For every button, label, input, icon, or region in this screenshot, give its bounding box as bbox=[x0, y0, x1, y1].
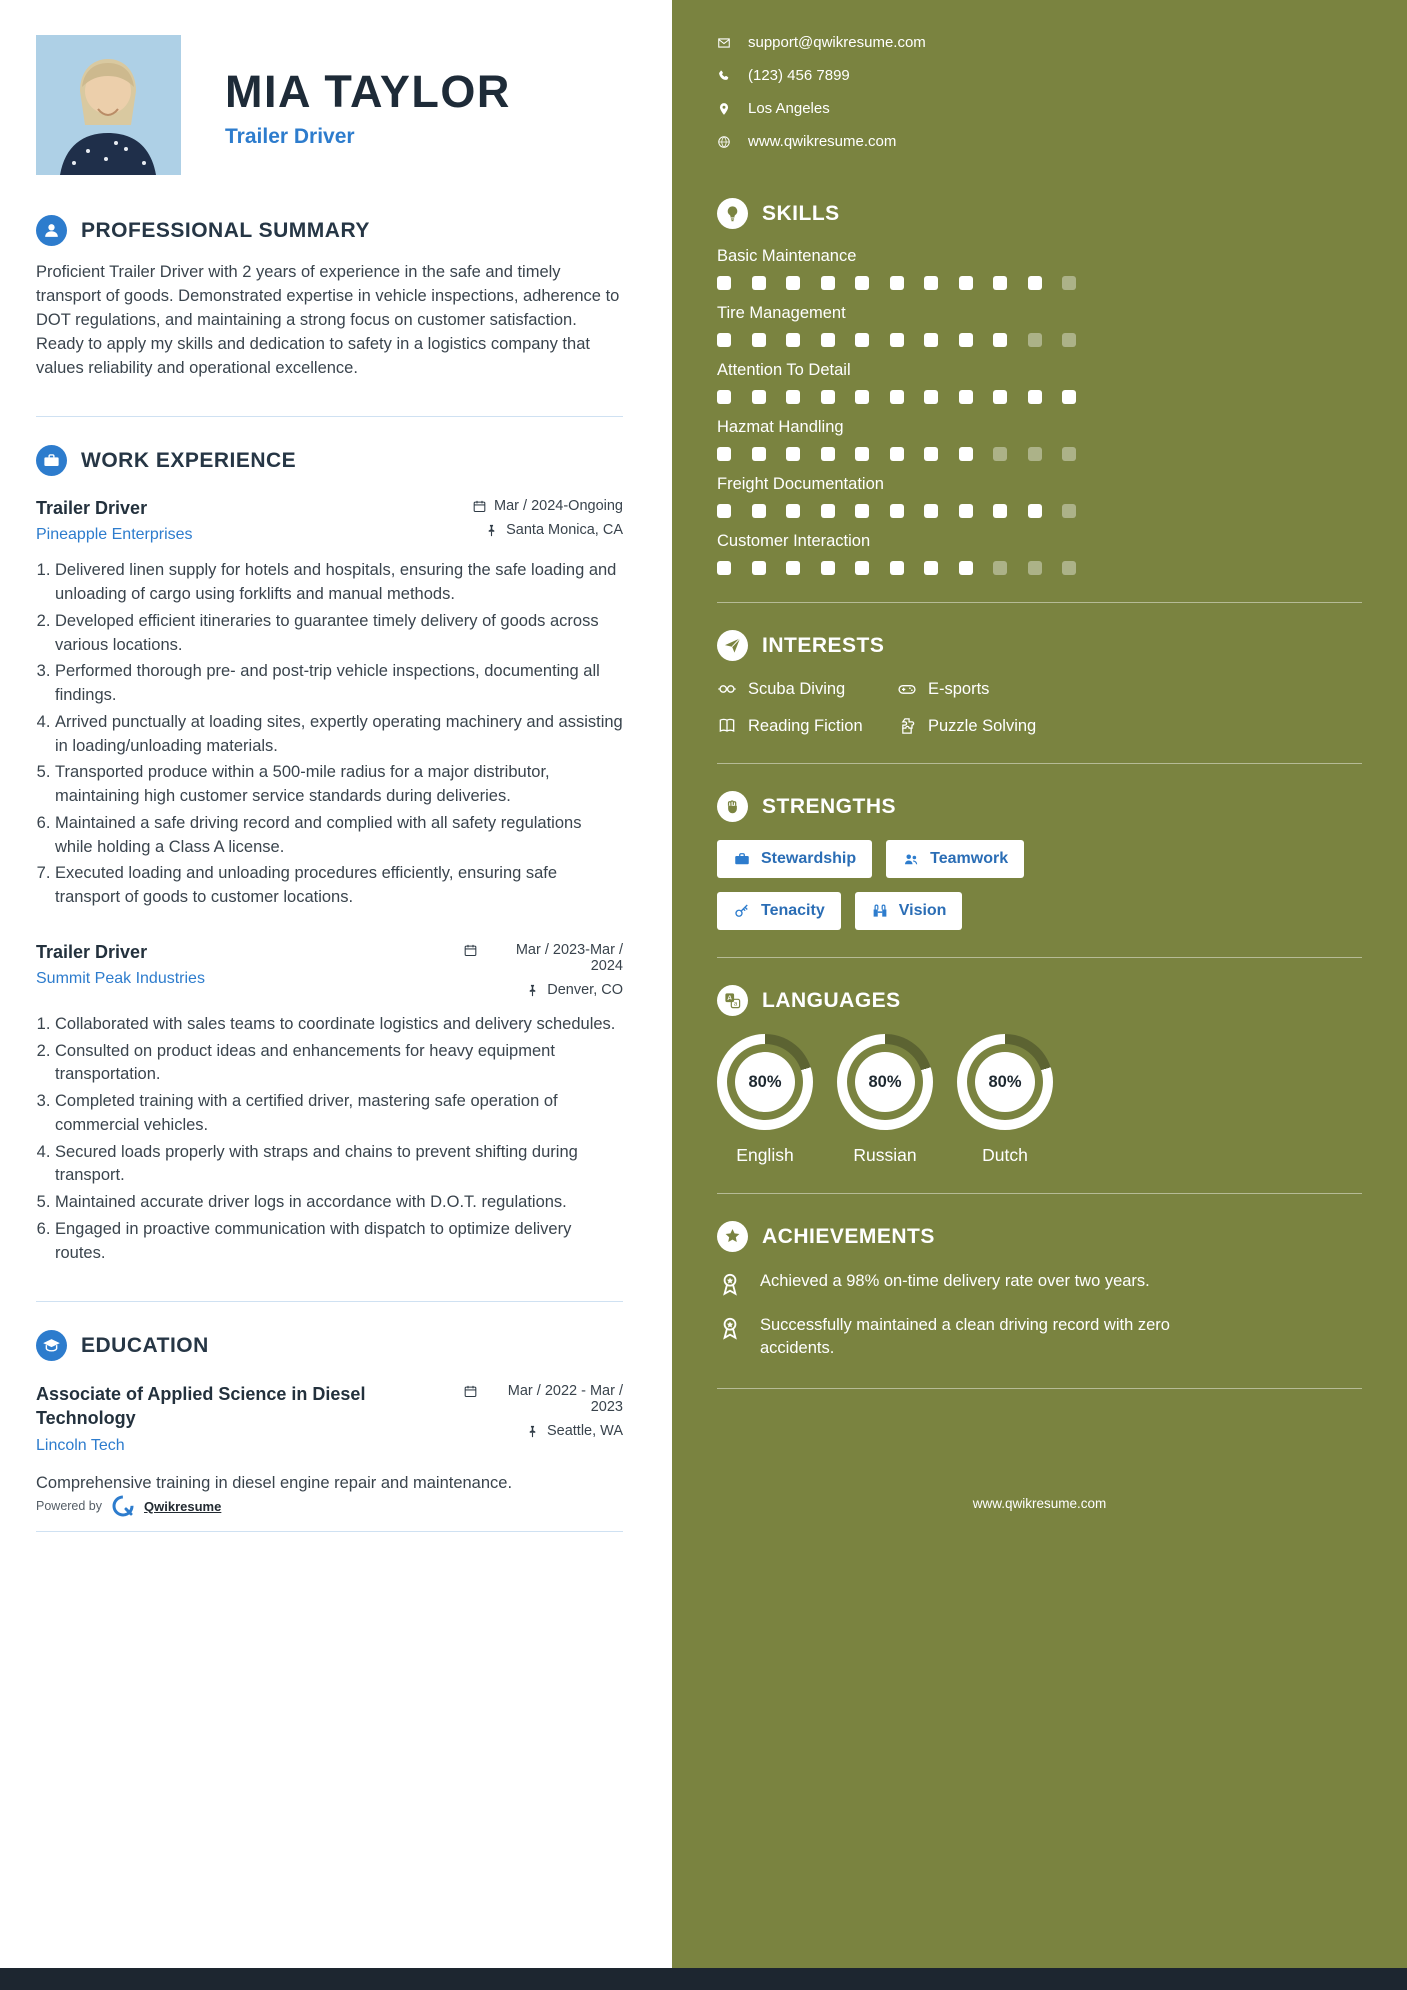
skill-level-square bbox=[1062, 276, 1076, 290]
esports-icon bbox=[897, 679, 917, 699]
professional-summary-section bbox=[36, 215, 623, 417]
job-bullet-list bbox=[36, 1013, 623, 1266]
fist-icon bbox=[717, 791, 748, 822]
skill-name: Freight Documentation bbox=[717, 475, 884, 493]
pushpin-icon bbox=[525, 982, 540, 997]
paper-plane-icon bbox=[717, 630, 748, 661]
languages-heading: LANGUAGES bbox=[762, 988, 901, 1012]
skill-level-square bbox=[752, 447, 766, 461]
skill-level-square bbox=[890, 390, 904, 404]
interests-section bbox=[717, 630, 1362, 736]
experience-bullet: 3. Performed thorough pre- and post-trip vehicle inspections, documenting all findings. bbox=[55, 660, 623, 708]
translate-icon bbox=[717, 985, 748, 1016]
language-percent: 80% bbox=[975, 1052, 1035, 1112]
skill-level-square bbox=[752, 390, 766, 404]
skill-level-square bbox=[855, 561, 869, 575]
interest-item bbox=[897, 716, 1362, 736]
pushpin-icon bbox=[484, 522, 499, 537]
skill-level-square bbox=[1062, 390, 1076, 404]
skill-level-square bbox=[821, 447, 835, 461]
skill-item bbox=[717, 304, 1362, 347]
interest-label: E-sports bbox=[928, 679, 990, 698]
company-link[interactable]: Pineapple Enterprises bbox=[36, 526, 193, 544]
contact-email-text: support@qwikresume.com bbox=[748, 34, 926, 51]
skill-level-square bbox=[786, 561, 800, 575]
language-percent: 80% bbox=[855, 1052, 915, 1112]
job-title: Trailer Driver bbox=[36, 498, 148, 519]
job-location bbox=[484, 522, 623, 538]
strength-chip bbox=[886, 840, 1024, 878]
education-location-text: Seattle, WA bbox=[546, 1423, 623, 1440]
strength-label: Teamwork bbox=[930, 850, 1009, 867]
summary-text: Proficient Trailer Driver with 2 years of experience in the safe and timely transport of goods. Demonstrated expertise in vehicle inspections, adherence to DOT regulations, and maintaining a strong focus on customer satisfaction. Ready to apply my skills and dedication to safety in a logistics company that values reliability and operational excellence. bbox=[36, 263, 620, 378]
powered-by-label: Powered by bbox=[36, 1499, 103, 1513]
interest-label: Puzzle Solving bbox=[928, 716, 1037, 735]
interest-item bbox=[717, 716, 897, 736]
summary-heading: PROFESSIONAL SUMMARY bbox=[81, 218, 370, 242]
website-link[interactable]: www.qwikresume.com bbox=[972, 1496, 1107, 1511]
education-entry bbox=[36, 1383, 623, 1495]
job-title: Trailer Driver bbox=[36, 941, 148, 962]
skill-level-square bbox=[717, 561, 731, 575]
skill-level-square bbox=[1028, 390, 1042, 404]
contact-location-text: Los Angeles bbox=[748, 100, 830, 117]
qwikresume-logo-icon bbox=[111, 1494, 135, 1518]
skill-item bbox=[717, 247, 1362, 290]
main-column bbox=[0, 0, 672, 1990]
skill-item bbox=[717, 532, 1362, 575]
svg-text:A: A bbox=[727, 995, 733, 1003]
skill-level-bar bbox=[717, 390, 1362, 404]
section-divider bbox=[36, 416, 623, 417]
skill-level-square bbox=[1028, 504, 1042, 518]
language-item bbox=[717, 1034, 813, 1166]
experience-bullet: 6. Maintained a safe driving record and complied with all safety regulations while holding a Class A license. bbox=[55, 812, 623, 860]
achievement-item bbox=[717, 1270, 1362, 1296]
mail-icon bbox=[717, 36, 731, 50]
profile-photo-illustration bbox=[36, 35, 181, 175]
work-experience-section bbox=[36, 445, 623, 1265]
skill-level-square bbox=[855, 333, 869, 347]
binoculars-icon bbox=[871, 902, 889, 920]
education-location bbox=[525, 1423, 623, 1439]
experience-bullet: 1. Delivered linen supply for hotels and hospitals, ensuring the safe loading and unloading of cargo using forklifts and manual methods. bbox=[55, 559, 623, 607]
phone-icon bbox=[717, 69, 731, 83]
experience-bullet: 2. Developed efficient itineraries to guarantee timely delivery of goods across various locations. bbox=[55, 610, 623, 658]
pushpin-icon bbox=[525, 1424, 540, 1439]
skill-level-square bbox=[786, 447, 800, 461]
interest-label: Reading Fiction bbox=[748, 716, 863, 735]
skill-level-square bbox=[752, 276, 766, 290]
skills-list bbox=[717, 247, 1362, 575]
skill-name: Attention To Detail bbox=[717, 361, 851, 379]
skill-name: Customer Interaction bbox=[717, 532, 871, 550]
qwikresume-link[interactable]: Qwikresume bbox=[144, 1498, 222, 1514]
achievements-heading: ACHIEVEMENTS bbox=[762, 1224, 935, 1248]
skill-level-square bbox=[855, 504, 869, 518]
achievement-text: Successfully maintained a clean driving record with zero accidents. bbox=[760, 1316, 1170, 1358]
skill-level-square bbox=[993, 390, 1007, 404]
language-donut bbox=[717, 1034, 813, 1130]
language-item bbox=[957, 1034, 1053, 1166]
skill-level-bar bbox=[717, 561, 1362, 575]
sidebar-divider bbox=[717, 602, 1362, 603]
lightbulb-icon bbox=[717, 198, 748, 229]
skill-level-square bbox=[993, 447, 1007, 461]
briefcase-icon bbox=[733, 850, 751, 868]
strengths-section bbox=[717, 791, 1362, 930]
contact-email[interactable] bbox=[717, 34, 1362, 51]
medal-icon bbox=[717, 1314, 743, 1340]
globe-icon bbox=[717, 135, 731, 149]
strength-chip bbox=[855, 892, 963, 930]
skill-level-square bbox=[752, 561, 766, 575]
strength-chip bbox=[717, 892, 841, 930]
skill-level-square bbox=[855, 390, 869, 404]
languages-section bbox=[717, 985, 1362, 1166]
bottom-bar bbox=[0, 1968, 1407, 1990]
calendar-icon bbox=[463, 942, 478, 957]
contact-location bbox=[717, 100, 1362, 117]
interest-label: Scuba Diving bbox=[748, 679, 846, 698]
section-divider bbox=[36, 1531, 623, 1532]
skill-level-square bbox=[717, 333, 731, 347]
skill-level-square bbox=[890, 504, 904, 518]
skill-level-square bbox=[786, 504, 800, 518]
reading-icon bbox=[717, 716, 737, 736]
contact-list bbox=[717, 34, 1362, 150]
skill-level-square bbox=[786, 390, 800, 404]
languages-list bbox=[717, 1034, 1362, 1166]
powered-by bbox=[36, 1494, 221, 1518]
skill-level-square bbox=[924, 504, 938, 518]
experience-heading: WORK EXPERIENCE bbox=[81, 448, 297, 472]
scuba-icon bbox=[717, 679, 737, 699]
skill-level-bar bbox=[717, 447, 1362, 461]
skill-level-square bbox=[1062, 561, 1076, 575]
job-location bbox=[525, 982, 623, 998]
education-dates-text: Mar / 2022 - Mar / 2023 bbox=[507, 1383, 623, 1416]
job-header bbox=[36, 942, 623, 998]
skill-level-square bbox=[821, 504, 835, 518]
strength-label: Tenacity bbox=[761, 902, 825, 919]
skill-item bbox=[717, 418, 1362, 461]
school-link[interactable]: Lincoln Tech bbox=[36, 1437, 125, 1455]
achievement-item bbox=[717, 1314, 1362, 1361]
interests-heading: INTERESTS bbox=[762, 633, 885, 657]
skill-level-square bbox=[1028, 561, 1042, 575]
skill-level-square bbox=[959, 561, 973, 575]
experience-bullet: 3. Completed training with a certified driver, mastering safe operation of commercial vehicles. bbox=[55, 1090, 623, 1138]
header-job-title: Trailer Driver bbox=[225, 125, 355, 148]
strengths-heading: STRENGTHS bbox=[762, 794, 897, 818]
skill-level-square bbox=[752, 504, 766, 518]
skill-level-square bbox=[959, 447, 973, 461]
strength-chip bbox=[717, 840, 872, 878]
skill-level-square bbox=[821, 276, 835, 290]
skill-level-square bbox=[890, 447, 904, 461]
skill-level-bar bbox=[717, 276, 1362, 290]
language-name: Dutch bbox=[982, 1145, 1028, 1165]
company-link[interactable]: Summit Peak Industries bbox=[36, 969, 205, 987]
language-donut bbox=[957, 1034, 1053, 1130]
star-icon bbox=[717, 1221, 748, 1252]
interests-list bbox=[717, 679, 1362, 736]
strength-label: Stewardship bbox=[761, 850, 857, 867]
interest-item bbox=[897, 679, 1362, 699]
calendar-icon bbox=[472, 498, 487, 513]
map-pin-icon bbox=[717, 102, 731, 116]
skill-level-square bbox=[959, 276, 973, 290]
skill-level-square bbox=[717, 447, 731, 461]
job-location-text: Denver, CO bbox=[547, 981, 623, 998]
contact-phone bbox=[717, 67, 1362, 84]
skill-level-square bbox=[959, 390, 973, 404]
skill-level-square bbox=[993, 333, 1007, 347]
skill-level-square bbox=[993, 276, 1007, 290]
language-name: Russian bbox=[853, 1145, 917, 1165]
skill-level-square bbox=[924, 447, 938, 461]
job-dates-text: Mar / 2024-Ongoing bbox=[494, 498, 623, 515]
skill-level-square bbox=[924, 333, 938, 347]
achievements-list bbox=[717, 1270, 1362, 1361]
interest-item bbox=[717, 679, 897, 699]
contact-website-text: www.qwikresume.com bbox=[748, 133, 897, 150]
skill-name: Hazmat Handling bbox=[717, 418, 844, 436]
skill-level-square bbox=[959, 333, 973, 347]
experience-bullet: 1. Collaborated with sales teams to coordinate logistics and delivery schedules. bbox=[55, 1013, 623, 1037]
experience-bullet: 5. Maintained accurate driver logs in accordance with D.O.T. regulations. bbox=[55, 1191, 623, 1215]
skill-name: Basic Maintenance bbox=[717, 247, 857, 265]
sidebar-divider bbox=[717, 957, 1362, 958]
job-dates bbox=[472, 498, 623, 514]
skill-level-square bbox=[1028, 447, 1042, 461]
skill-level-square bbox=[786, 333, 800, 347]
skill-level-bar bbox=[717, 333, 1362, 347]
skills-section bbox=[717, 198, 1362, 575]
skill-level-square bbox=[821, 333, 835, 347]
job-meta bbox=[463, 942, 623, 998]
job-bullet-list bbox=[36, 559, 623, 910]
skill-level-square bbox=[993, 504, 1007, 518]
medal-icon bbox=[717, 1270, 743, 1296]
calendar-icon bbox=[463, 1384, 478, 1399]
skill-level-square bbox=[855, 447, 869, 461]
skill-level-square bbox=[786, 276, 800, 290]
experience-bullet: 2. Consulted on product ideas and enhancements for heavy equipment transportation. bbox=[55, 1040, 623, 1088]
achievements-section bbox=[717, 1221, 1362, 1361]
job-header bbox=[36, 498, 623, 544]
skill-level-square bbox=[924, 561, 938, 575]
skill-level-square bbox=[924, 276, 938, 290]
skill-level-square bbox=[1028, 333, 1042, 347]
skill-level-square bbox=[890, 561, 904, 575]
strength-label: Vision bbox=[898, 902, 947, 919]
strengths-list bbox=[717, 840, 1089, 930]
contact-phone-text: (123) 456 7899 bbox=[748, 67, 850, 84]
job-location-text: Santa Monica, CA bbox=[506, 522, 623, 539]
skill-level-square bbox=[890, 276, 904, 290]
sidebar-divider bbox=[717, 763, 1362, 764]
job-entry bbox=[36, 942, 623, 1266]
education-heading: EDUCATION bbox=[81, 1333, 209, 1357]
experience-bullet: 7. Executed loading and unloading procedures efficiently, ensuring safe transport of goods to customer locations. bbox=[55, 862, 623, 910]
job-dates bbox=[463, 942, 623, 974]
job-entry bbox=[36, 498, 623, 910]
skill-item bbox=[717, 475, 1362, 518]
person-icon bbox=[36, 215, 67, 246]
skill-level-bar bbox=[717, 504, 1362, 518]
skill-level-square bbox=[1062, 504, 1076, 518]
skill-level-square bbox=[993, 561, 1007, 575]
experience-bullet: 4. Arrived punctually at loading sites, expertly operating machinery and assisting in loading/unloading materials. bbox=[55, 711, 623, 759]
identity-header bbox=[0, 0, 672, 175]
achievement-text: Achieved a 98% on-time delivery rate over two years. bbox=[760, 1272, 1150, 1290]
skills-heading: SKILLS bbox=[762, 201, 840, 225]
skill-level-square bbox=[1028, 276, 1042, 290]
teamwork-icon bbox=[902, 850, 920, 868]
key-icon bbox=[733, 902, 751, 920]
sidebar-column bbox=[672, 0, 1407, 1990]
experience-bullet: 4. Secured loads properly with straps and chains to prevent shifting during transport. bbox=[55, 1141, 623, 1189]
profile-photo bbox=[36, 35, 181, 175]
contact-website[interactable] bbox=[717, 133, 1362, 150]
sidebar-divider bbox=[717, 1388, 1362, 1389]
experience-bullet: 5. Transported produce within a 500-mile radius for a major distributor, maintaining high customer service standards during deliveries. bbox=[55, 761, 623, 809]
language-donut bbox=[837, 1034, 933, 1130]
skill-level-square bbox=[821, 561, 835, 575]
job-list bbox=[36, 498, 623, 1265]
section-divider bbox=[36, 1301, 623, 1302]
skill-level-square bbox=[821, 390, 835, 404]
job-dates-text: Mar / 2023-Mar / 2024 bbox=[515, 941, 623, 974]
skill-level-square bbox=[924, 390, 938, 404]
education-description: Comprehensive training in diesel engine repair and maintenance. bbox=[36, 1474, 513, 1493]
education-dates bbox=[463, 1383, 623, 1415]
skill-level-square bbox=[717, 276, 731, 290]
svg-text:a: a bbox=[733, 1001, 738, 1008]
language-name: English bbox=[736, 1145, 794, 1165]
puzzle-icon bbox=[897, 716, 917, 736]
skill-level-square bbox=[890, 333, 904, 347]
skill-level-square bbox=[959, 504, 973, 518]
identity-text bbox=[181, 35, 623, 149]
skill-level-square bbox=[752, 333, 766, 347]
skill-item bbox=[717, 361, 1362, 404]
language-percent: 80% bbox=[735, 1052, 795, 1112]
skill-level-square bbox=[855, 276, 869, 290]
skill-name: Tire Management bbox=[717, 304, 846, 322]
experience-bullet: 6. Engaged in proactive communication with dispatch to optimize delivery routes. bbox=[55, 1218, 623, 1266]
skill-level-square bbox=[717, 390, 731, 404]
briefcase-icon bbox=[36, 445, 67, 476]
job-meta bbox=[472, 498, 623, 538]
language-item bbox=[837, 1034, 933, 1166]
skill-level-square bbox=[1062, 447, 1076, 461]
page-title: MIA TAYLOR bbox=[225, 66, 511, 117]
skill-level-square bbox=[717, 504, 731, 518]
skill-level-square bbox=[1062, 333, 1076, 347]
degree-title: Associate of Applied Science in Diesel Technology bbox=[36, 1384, 366, 1428]
graduation-cap-icon bbox=[36, 1330, 67, 1361]
sidebar-divider bbox=[717, 1193, 1362, 1194]
